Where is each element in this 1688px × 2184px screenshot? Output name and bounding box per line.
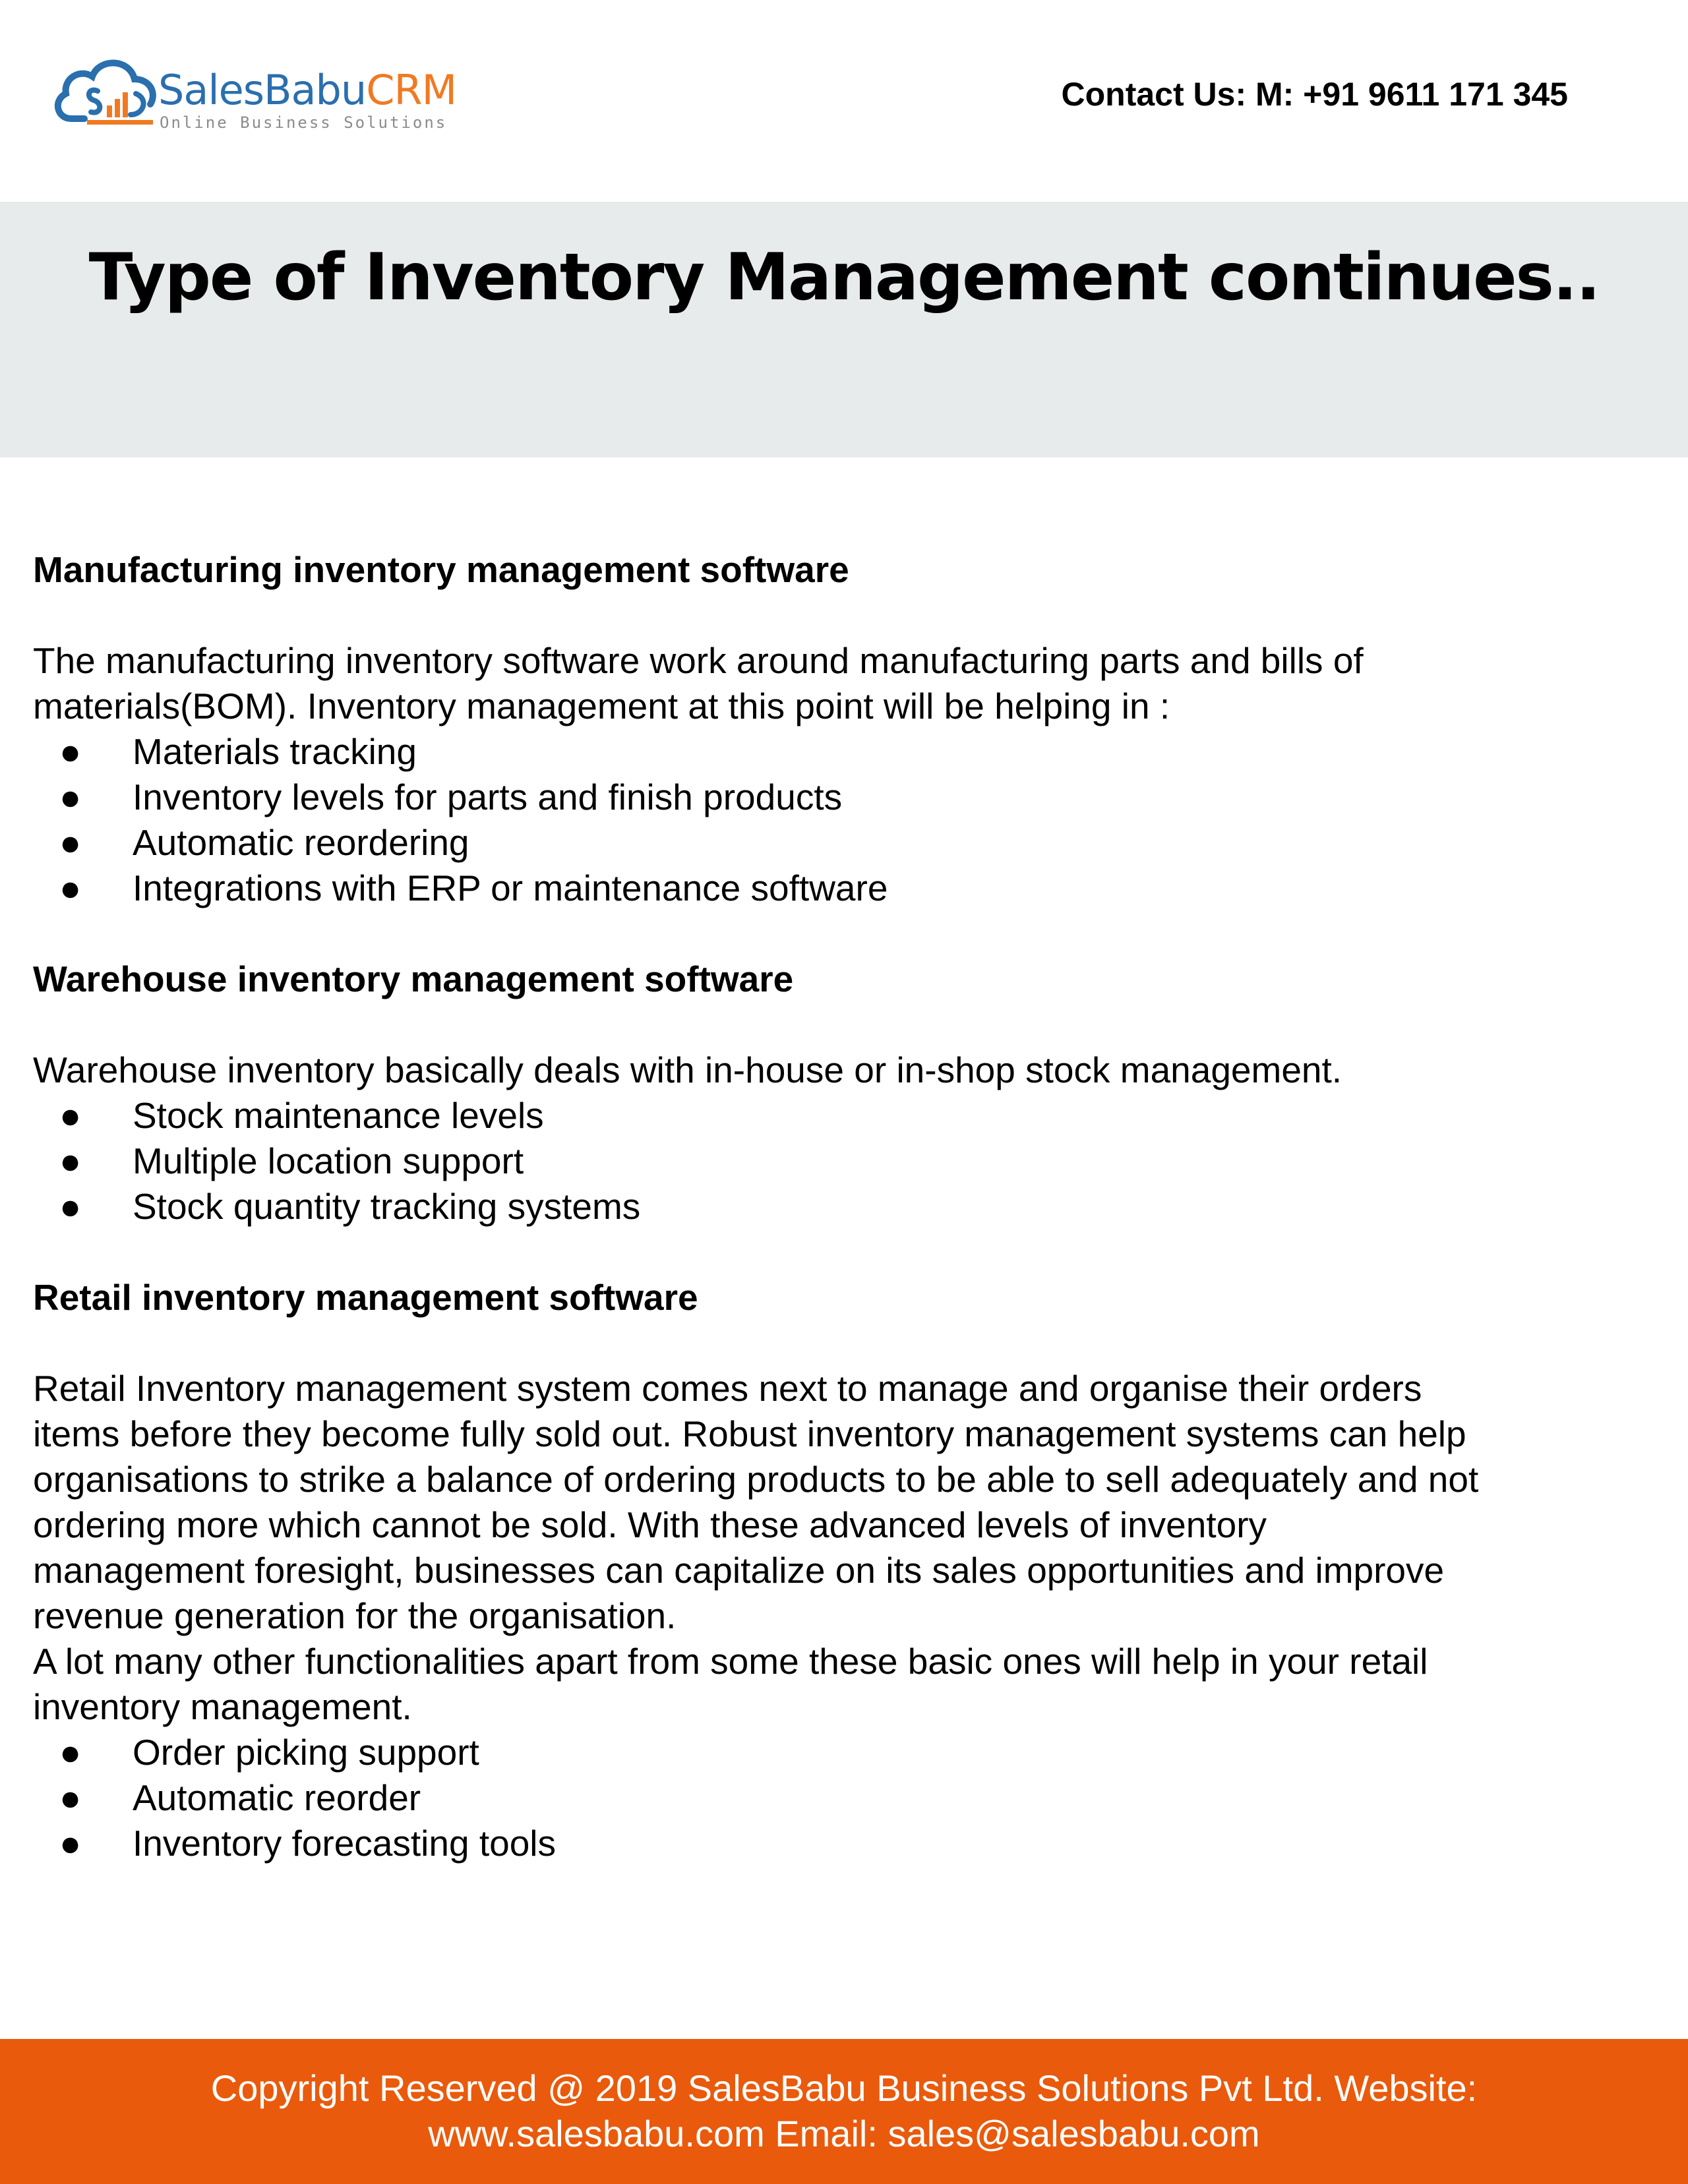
list-item <box>33 1821 1602 1866</box>
footer-text <box>0 2065 1688 2156</box>
list-item-text: Stock maintenance levels <box>133 1095 544 1136</box>
list-item <box>33 866 1602 911</box>
spacer <box>33 1320 1602 1366</box>
spacer <box>33 911 1602 957</box>
page-title: Type of Inventory Management continues.. <box>88 240 1600 315</box>
bullet-icon: ● <box>59 1777 82 1818</box>
bullet-icon: ● <box>59 731 82 772</box>
bullet-list-retail <box>33 1730 1602 1866</box>
bullet-icon: ● <box>59 1140 82 1181</box>
list-item <box>33 1138 1602 1184</box>
list-item-text: Materials tracking <box>133 731 417 772</box>
list-item-text: Integrations with ERP or maintenance software <box>133 868 888 908</box>
document-body <box>33 547 1602 1866</box>
logo-name-part1: SalesBabu <box>158 66 367 114</box>
list-item <box>33 1093 1602 1138</box>
bullet-icon: ● <box>59 868 82 908</box>
list-item-text: Stock quantity tracking systems <box>133 1186 641 1227</box>
list-item <box>33 1184 1602 1229</box>
section-paragraph: Warehouse inventory basically deals with in-house or in-shop stock management. <box>33 1049 1342 1090</box>
list-item-text: Multiple location support <box>133 1140 524 1181</box>
bullet-icon: ● <box>59 822 82 863</box>
list-item-text: Inventory levels for parts and finish products <box>133 777 843 817</box>
bullet-list-manufacturing <box>33 729 1602 911</box>
section-heading-warehouse: Warehouse inventory management software <box>33 959 794 999</box>
footer-copyright-line: Copyright Reserved @ 2019 SalesBabu Business Solutions Pvt Ltd. Website: <box>210 2067 1478 2109</box>
bullet-icon: ● <box>59 1186 82 1227</box>
list-item <box>33 1775 1602 1821</box>
spacer <box>33 1002 1602 1048</box>
list-item <box>33 729 1602 775</box>
section-heading-retail: Retail inventory management software <box>33 1277 698 1318</box>
list-item <box>33 820 1602 866</box>
page-footer <box>0 2039 1688 2184</box>
page-header <box>0 0 1688 202</box>
section-paragraph: Retail Inventory management system comes next to manage and organise their orders items before they become fully sold out. Robust inventory management systems can help organisations to strike a balance of ordering products to be able to sell adequately and not ordering more which cannot be sold. With these advanced levels of inventory management foresight, businesses can capitalize on its sales opportunities and improve revenue generation for the organisation. <box>33 1368 1479 1636</box>
logo-name-part2: CRM <box>366 66 457 114</box>
cloud-chart-icon <box>51 53 164 138</box>
list-item-text: Automatic reordering <box>133 822 469 863</box>
title-band <box>0 202 1688 457</box>
footer-contact-line: www.salesbabu.com Email: sales@salesbabu.com <box>428 2113 1260 2154</box>
list-item-text: Inventory forecasting tools <box>133 1823 557 1864</box>
bullet-icon: ● <box>59 1823 82 1864</box>
salesbabu-logo <box>51 53 457 138</box>
list-item <box>33 1730 1602 1775</box>
contact-info: Contact Us: M: +91 9611 171 345 <box>1061 76 1568 113</box>
bullet-icon: ● <box>59 1095 82 1136</box>
spacer <box>33 593 1602 638</box>
list-item-text: Automatic reorder <box>133 1777 421 1818</box>
list-item-text: Order picking support <box>133 1732 479 1773</box>
section-heading-manufacturing: Manufacturing inventory management software <box>33 549 849 590</box>
section-paragraph: The manufacturing inventory software work around manufacturing parts and bills of materials(BOM). Inventory management at this point will be helping in : <box>33 640 1364 726</box>
bullet-icon: ● <box>59 777 82 817</box>
bullet-icon: ● <box>59 1732 82 1773</box>
section-paragraph: A lot many other functionalities apart from some these basic ones will help in your retail inventory management. <box>33 1641 1428 1727</box>
bullet-list-warehouse <box>33 1093 1602 1229</box>
list-item <box>33 775 1602 820</box>
logo-tagline: Online Business Solutions <box>160 113 448 132</box>
spacer <box>33 1229 1602 1275</box>
logo-wordmark <box>158 67 456 113</box>
